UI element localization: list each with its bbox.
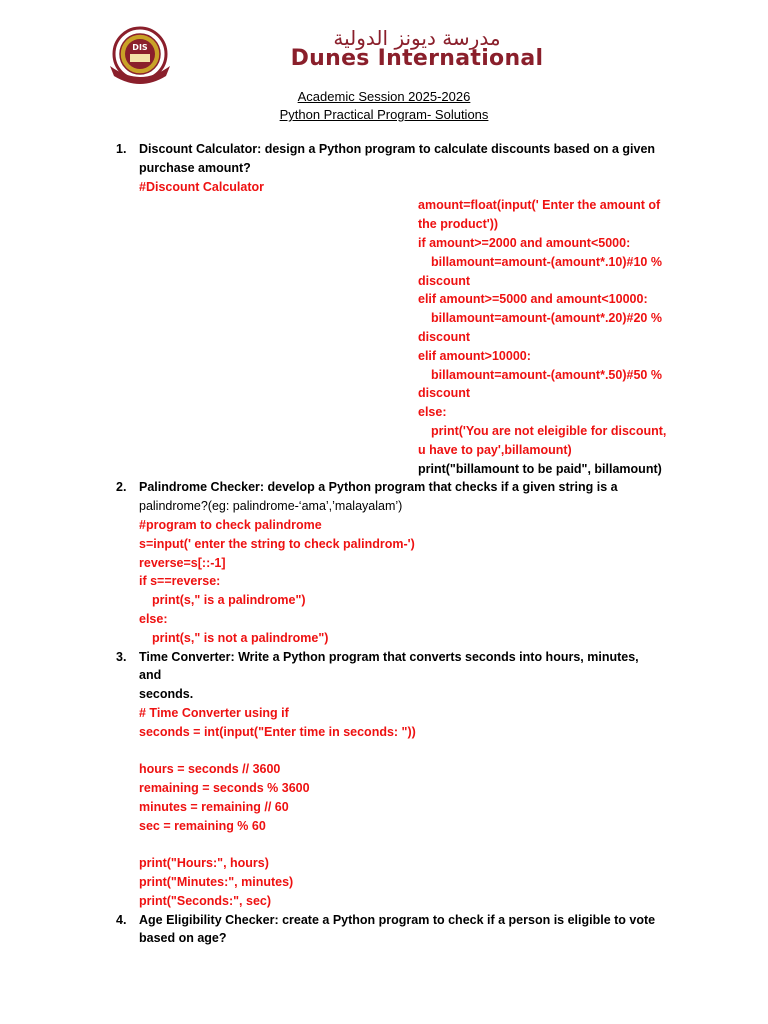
code-line: elif amount>10000:	[418, 348, 531, 363]
blank-line	[139, 742, 679, 761]
code-line: reverse=s[::-1]	[139, 555, 226, 570]
academic-session: Academic Session 2025-2026	[297, 89, 471, 104]
code-line: s=input(' enter the string to check palindrom-')	[139, 536, 415, 551]
question-3	[0, 648, 659, 704]
code-line: billamount=amount-(amount*.50)#50 %	[431, 367, 662, 382]
code-line: billamount=amount-(amount*.10)#10 %	[431, 254, 662, 269]
code-line: print('You are not eleigible for discount,	[431, 423, 667, 438]
code-line: hours = seconds // 3600	[139, 762, 281, 777]
code-line: else:	[418, 405, 447, 420]
question-text: based on age?	[139, 931, 227, 946]
school-name: Dunes International	[290, 46, 544, 71]
code-line: print(s," is not a palindrome")	[152, 630, 329, 645]
code-line: print("Hours:", hours)	[139, 856, 269, 871]
code-line: print("Seconds:", sec)	[139, 893, 272, 908]
code-line: print("Minutes:", minutes)	[139, 875, 294, 890]
school-logo-icon	[106, 26, 174, 90]
school-name-arabic: مدرسة ديونز الدولية	[333, 26, 501, 50]
code-line: if s==reverse:	[139, 574, 221, 589]
question-text: Palindrome Checker: develop a Python program that checks if a given string is a	[139, 480, 618, 495]
question-1	[0, 140, 659, 178]
question-number: 4.	[116, 912, 127, 927]
code-line: billamount=amount-(amount*.20)#20 %	[431, 311, 662, 326]
code-line: discount	[418, 386, 471, 401]
code-line: amount=float(input(' Enter the amount of	[418, 198, 661, 213]
code-line: discount	[418, 329, 471, 344]
question-list	[0, 140, 768, 948]
question-text: seconds.	[139, 687, 194, 702]
code-line: the product'))	[418, 217, 499, 232]
question-4	[0, 911, 659, 949]
code-line: print("billamount to be paid", billamount)	[418, 461, 662, 476]
code-block-2	[0, 516, 679, 648]
question-2	[0, 478, 659, 516]
code-line: elif amount>=5000 and amount<10000:	[418, 292, 648, 307]
code-line: #Discount Calculator	[139, 179, 265, 194]
question-text: purchase amount?	[139, 160, 251, 175]
code-line: seconds = int(input("Enter time in seconds: "))	[139, 724, 416, 739]
code-line: if amount>=2000 and amount<5000:	[418, 235, 631, 250]
code-block-3	[0, 704, 679, 911]
question-text: Discount Calculator: design a Python program to calculate discounts based on a given	[139, 142, 656, 156]
code-line: minutes = remaining // 60	[139, 799, 289, 814]
question-text: palindrome?(eg: palindrome-‘ama’,’malayalam’)	[139, 499, 403, 514]
code-line: remaining = seconds % 3600	[139, 781, 310, 796]
code-line: else:	[139, 611, 168, 626]
logo-text: DIS	[132, 43, 148, 52]
code-line: print(s," is a palindrome")	[152, 593, 306, 608]
code-block-1-right	[0, 196, 678, 478]
code-line: sec = remaining % 60	[139, 818, 266, 833]
code-block-1	[0, 178, 679, 197]
blank-line	[139, 835, 679, 854]
question-number: 3.	[116, 649, 127, 664]
question-number: 1.	[116, 142, 127, 156]
code-line: discount	[418, 273, 471, 288]
code-line: #program to check palindrome	[139, 517, 322, 532]
code-line: u have to pay',billamount)	[418, 442, 572, 457]
document-subtitle: Python Practical Program- Solutions	[279, 107, 489, 122]
question-text: Age Eligibility Checker: create a Python program to check if a person is eligible to vote	[139, 912, 656, 927]
question-number: 2.	[116, 480, 127, 495]
question-text: Time Converter: Write a Python program that converts seconds into hours, minutes, and	[139, 649, 639, 683]
code-line: # Time Converter using if	[139, 705, 289, 720]
